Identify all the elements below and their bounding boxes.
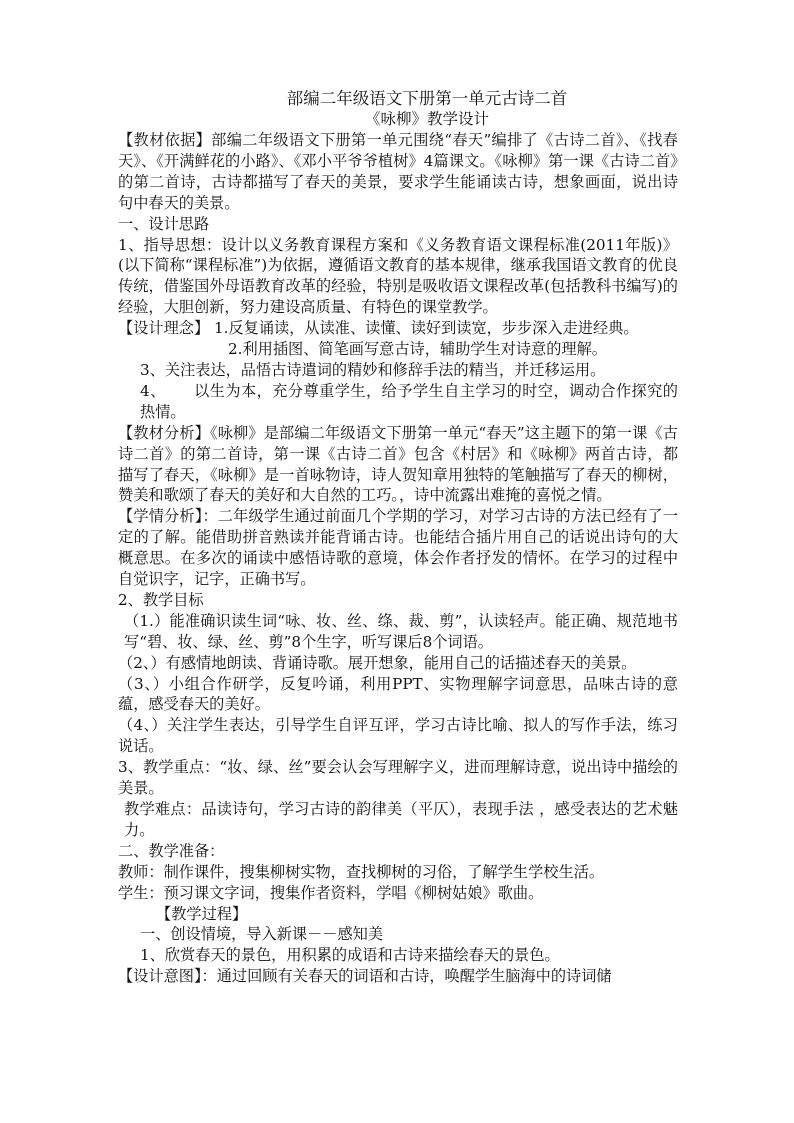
document-subtitle: 《咏柳》教学设计: [364, 110, 489, 128]
step-1-item-1: 1、欣赏春天的景色，用积累的成语和古诗来描绘春天的景色。: [140, 946, 560, 965]
basis-paragraph: 【教材依据】部编二年级语文下册第一单元围绕“春天”编排了《古诗二首》、《找春天》、《开满鲜花的小路》、《邓小平爷爷植树》4篇课文。《咏柳》第一课《古诗二首》的第二首诗，古诗都描写了春天的美景，要求学生能诵读古诗，想象画面，说出诗句中春天的美景。: [118, 131, 678, 212]
concept-item-4-text: 以生为本，充分尊重学生，给予学生自主学习的时空，调动合作探究的热情。: [140, 381, 678, 421]
difficulty-paragraph: 教学难点：品读诗句，学习古诗的韵律美（平仄），表现手法 ，感受表达的艺术魅力。: [124, 800, 678, 839]
concept-line-1: 【设计理念】 1.反复诵读，从读准、读懂、读好到读宽，步步深入走进经典。: [118, 319, 639, 338]
process-heading: 【教学过程】: [156, 904, 248, 923]
concept-item-4: [118, 381, 678, 423]
teacher-preparation: 教师：制作课件，搜集柳树实物，查找柳树的习俗，了解学生学校生活。: [118, 862, 604, 881]
document-title: 部编二年级语文下册第一单元古诗二首: [286, 89, 568, 108]
concept-item-4-number: 4、: [140, 381, 166, 400]
goal-3: （3、）小组合作研学，反复吟诵，利用PPT、实物理解字词意思，品味古诗的意蕴，感受春天的美好。: [118, 674, 678, 714]
goal-4: （4、）关注学生表达，引导学生自评互评，学习古诗比喻、拟人的写作手法，练习说话。: [118, 716, 678, 756]
concept-line-2: 2.利用插图、简笔画写意古诗，辅助学生对诗意的理解。: [228, 340, 607, 359]
goal-1: （1.）能准确识读生词“咏、妆、丝、绦、裁、剪”，认读轻声。能正确、规范地书写“碧、妆、绿、丝、剪”8个生字，听写课后8个词语。: [124, 611, 678, 651]
section-heading-design: 一、设计思路: [118, 214, 210, 233]
section-heading-preparation: 二、教学准备：: [118, 841, 225, 860]
section-heading-goals: 2、教学目标: [118, 590, 204, 609]
concept-item-3: 3、关注表达，品悟古诗遣词的精妙和修辞手法的精当，并迁移运用。: [140, 360, 606, 379]
goal-2: （2、）有感情地朗读、背诵诗歌。展开想象，能用自己的话描述春天的美景。: [118, 653, 637, 672]
design-intent-paragraph: 【设计意图】：通过回顾有关春天的词语和古诗，唤醒学生脑海中的诗词储: [118, 967, 612, 986]
analysis-paragraph: 【教材分析】《咏柳》是部编二年级语文下册第一单元“春天”这主题下的第一课《古诗二首》的第二首诗，第一课《古诗二首》包含《村居》和《咏柳》两首古诗，都描写了春天，《咏柳》是一首咏物诗，诗人贺知章用独特的笔触描写了春天的柳树，赞美和歌颂了春天的美好和大自然的工巧。，诗中流露出难掩的喜悦之情。: [118, 423, 678, 505]
key-point-paragraph: 3、教学重点：“妆、绿、丝”要会认会写理解字义，进而理解诗意，说出诗中描绘的美景。: [118, 758, 678, 798]
learners-paragraph: 【学情分析】：二年级学生通过前面几个学期的学习，对学习古诗的方法已经有了一定的了解。能借助拼音熟读并能背诵古诗。也能结合插片用自己的话说出诗句的大概意思。在多次的诵读中感悟诗歌的意境，体会作者抒发的情怀。在学习的过程中自觉识字，记字，正确书写。: [118, 507, 678, 589]
student-preparation: 学生：预习课文字词，搜集作者资料，学唱《柳树姑娘》歌曲。: [118, 883, 544, 902]
guide-paragraph: 1、指导思想：设计以义务教育课程方案和《义务教育语文课程标准(2011年版)》(以下简称“课程标准”)为依据，遵循语文教育的基本规律，继承我国语文教育的优良传统，借鉴国外母语教育改革的经验，特别是吸收语文课程改革(包括教科书编写)的经验，大胆创新，努力建设高质量、有特色的课堂教学。: [118, 235, 678, 317]
step-1-heading: 一、创设情境，导入新课－－感知美: [140, 925, 383, 944]
document-page: [118, 88, 678, 987]
